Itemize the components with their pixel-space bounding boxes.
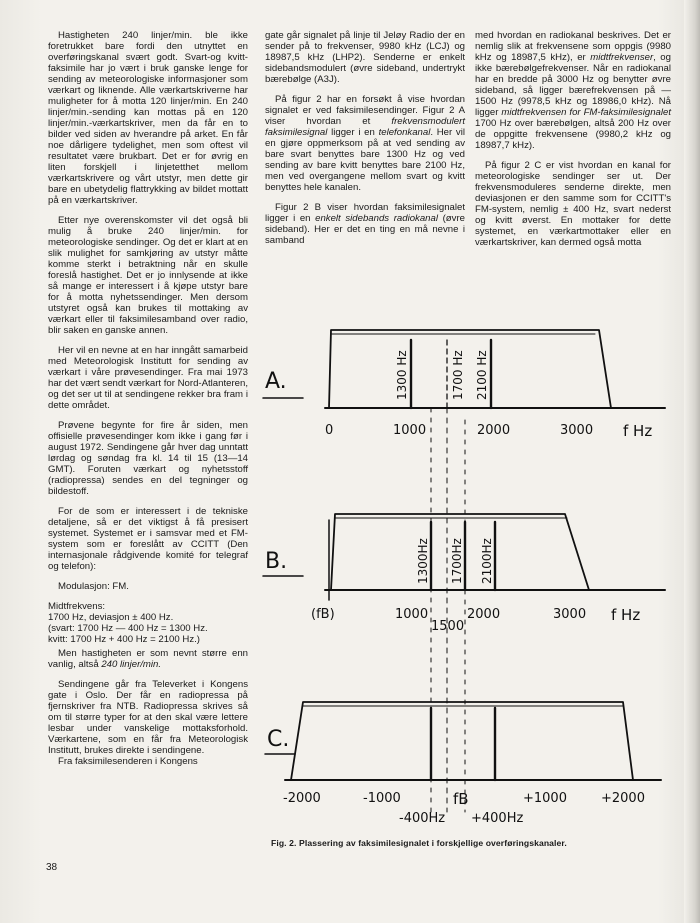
tick-label: -400Hz	[399, 811, 446, 826]
tick-label: fB	[453, 790, 469, 808]
page-spine-shadow	[684, 0, 700, 923]
tick-label: 2000	[467, 607, 501, 622]
spec-line: kvitt: 1700 Hz + 400 Hz = 2100 Hz.)	[48, 634, 200, 645]
channel-passband	[329, 330, 611, 408]
text-column-1	[48, 30, 248, 776]
paragraph: For de som er interessert i de tekniske detaljene, så er det viktigst å få presisert systemet. Systemet er i samsvar med et FM-system som er foreslått av CCITT (Den internasjonale rådgivende komité for telegraf og telefon):	[48, 506, 248, 572]
axis-unit-label: f Hz	[623, 422, 653, 440]
paragraph: Sendingene går fra Televerket i Kongens gate i Oslo. Der får en radiopressa på fjernskriver fra NTB. Radiopressa skrives så om til større typer for at den skal være lettere lesbar under vanskelige mottaksforhold. Værkartene, som en får fra Meteorologisk Institutt, brukes direkte i sendingene.	[48, 679, 248, 756]
panel-label: B.	[265, 549, 288, 574]
page-number: 38	[46, 862, 58, 873]
emphasis: telefonkanal	[378, 127, 431, 138]
marker-label: 2100 Hz	[475, 350, 489, 400]
tick-label: (fB)	[311, 607, 335, 622]
tick-label: -1000	[363, 791, 401, 806]
paragraph: På figur 2 C er vist hvordan en kanal for meteorologiske sendinger ser ut. Der frekvensmoduleres senderne direkte, men deviasjonen er den samme som for CCITT's FM-system, nemlig ± 400 Hz, svart nederst og kvitt øverst. En mottaker for dette systemet, en værkartmottaker eller en værkartskriver, kan dermed også motta	[475, 160, 671, 248]
text-run: med hvordan en radiokanal beskrives. Det er nemlig slik at frekvensene som oppgis (9980 kHz og 18987,5 kHz), er	[475, 30, 671, 63]
text-run: . Her vil en gjøre oppmerksom på at ved sending av bare svart benyttes bare 1300 Hz og ved sending av bare kvitt benyttes bare 2100 Hz, men ved overgangene mellom svart og kvitt benyttes hele kanalen.	[265, 127, 465, 193]
paragraph: Etter nye overenskomster vil det også bli mulig å bruke 240 linjer/min. for meteorologiske sendinger. Og det er klart at en slik mulighet for samkjøring av utstyr måtte komme sterkt i betraktning når en skulle foreslå hastighet. Det er jo innlysende at ikke så mange er interessert i å kjøpe utstyr bare for å motta nyhetssendinger. Men dersom utstyret også kan brukes til mottaking av værkart eller til faksimilesamband over radio, blir saken en ganske annen.	[48, 215, 248, 336]
paragraph	[265, 202, 465, 246]
spec-line: (svart: 1700 Hz — 400 Hz = 1300 Hz.	[48, 623, 208, 634]
tick-label: -2000	[283, 791, 321, 806]
paragraph: Prøvene begynte for fire år siden, men offisielle prøvesendinger kom ikke i gang før i august 1972. Sendingene går hver dag unntatt lørdag og søndag fra kl. 14 til 15 (13—14 GMT). Foruten værkart og nyhetsstoff (radiopressa) sendes en del tegninger og bildestoff.	[48, 420, 248, 497]
tick-label: +2000	[601, 791, 645, 806]
marker-label: 1700Hz	[450, 538, 464, 584]
text-run: , og ikke bærebølgefrekvenser. Når en radiokanal har en bredde på 3000 Hz og benytter øvre sideband, så ligger bærefrekvensen på —1500 Hz (9978,5 kHz og 18986,0 kHz). Nå ligger	[475, 52, 671, 118]
text-run: 1700 Hz over bærebølgen, altså 200 Hz over de oppgitte frekvensene (9980,2 kHz og 18987,7 kHz).	[475, 118, 671, 151]
marker-label: 2100Hz	[480, 538, 494, 584]
emphasis: midtfrekvenser	[590, 52, 654, 63]
marker-label: 1300Hz	[416, 538, 430, 584]
paragraph: gate går signalet på linje til Jeløy Radio der en sender på to frekvenser, 9980 kHz (LCJ) og 18987,5 kHz (LHP2). Senderne er enkelt sidebandsmodulert (øvre sideband, undertrykt bærebølge (A3J).	[265, 30, 465, 85]
tick-label: +400Hz	[471, 811, 524, 826]
marker-label: 1700 Hz	[451, 350, 465, 400]
tick-label: 1000	[395, 607, 429, 622]
panel-a	[263, 330, 665, 440]
figure-caption: Fig. 2. Plassering av faksimilesignalet i forskjellige overføringskanaler.	[271, 838, 567, 848]
paragraph	[265, 94, 465, 193]
marker-label: 1300 Hz	[395, 350, 409, 400]
emphasis: frekvensmodulert faksimilesignal	[265, 116, 465, 138]
paragraph: Her vil en nevne at en har inngått samarbeid med Meteorologisk Institutt for sending av værkart i våre prøvesendinger. Fra mai 1973 har det vært sendt værkart for Nord-Atlanteren, og det ser ut til at sendingene rekker bra fram i dette området.	[48, 345, 248, 411]
emphasis: 240 linjer/min.	[101, 659, 162, 670]
emphasis: midtfrekvensen for FM-faksimilesignalet	[501, 107, 671, 118]
figure-2-diagram	[255, 300, 675, 830]
spec-modulation: Modulasjon: FM.	[58, 581, 129, 592]
tick-label: 3000	[553, 607, 587, 622]
emphasis: enkelt sidebands radiokanal	[315, 213, 438, 224]
tick-label: 1000	[393, 423, 427, 438]
text-column-3	[475, 30, 671, 257]
spec-line: 1700 Hz, deviasjon ± 400 Hz.	[48, 612, 174, 623]
panel-c	[265, 702, 661, 826]
axis-unit-label: f Hz	[611, 606, 641, 624]
tick-label: 3000	[560, 423, 594, 438]
tick-label: 0	[325, 423, 334, 438]
tick-label: 2000	[477, 423, 511, 438]
panel-label: A.	[265, 369, 287, 394]
channel-passband	[291, 702, 633, 780]
text-run: Figur 2 B viser hvordan faksimilesignalet ligger i en	[265, 202, 465, 224]
paragraph: Fra faksimilesenderen i Kongens	[58, 756, 198, 767]
tick-label: +1000	[523, 791, 567, 806]
text-run: På figur 2 har en forsøkt å vise hvordan signalet er ved faksimilesendinger. Figur 2 A viser hvordan et	[265, 94, 465, 127]
paragraph: Hastigheten 240 linjer/min. ble ikke foretrukket bare fordi den utnyttet en overføringskanal svært godt. Svart-og kvitt-faksimile har jo vært i bruk ganske lenge for sending av meteorologiske informasjoner som værkart og liknende. Alle værkartskriverne har muligheter for å motta 120 linjer/min. En 240 linjer/min.-sending kan mottas på en 120 linjer/min.-værkartskriver, men da får en to bilder ved siden av hverandre på arket. En får noe dårligere tydelighet, men som oftest vil resultatet være brukbart. Det er for øvrig en liten forskjell i linjetetthet mellom værkartskrivere og vårt utstyr, men dette gir bare en ubetydelig flattrykking av bildet mottatt på en værkartskriver.	[48, 30, 248, 206]
tick-label: 1500	[431, 619, 465, 634]
text-run: (øvre sideband). Her er det en ting en må nevne i samband	[265, 213, 465, 246]
panel-b	[263, 514, 665, 634]
panel-label: C.	[267, 727, 290, 752]
text-run: Men hastigheten er som nevnt større enn vanlig, altså	[48, 648, 248, 670]
spec-midfreq-heading: Midtfrekvens:	[48, 601, 106, 612]
text-run: ligger i en	[327, 127, 379, 138]
paragraph	[475, 30, 671, 151]
text-column-2	[265, 30, 465, 255]
paragraph	[48, 648, 248, 670]
